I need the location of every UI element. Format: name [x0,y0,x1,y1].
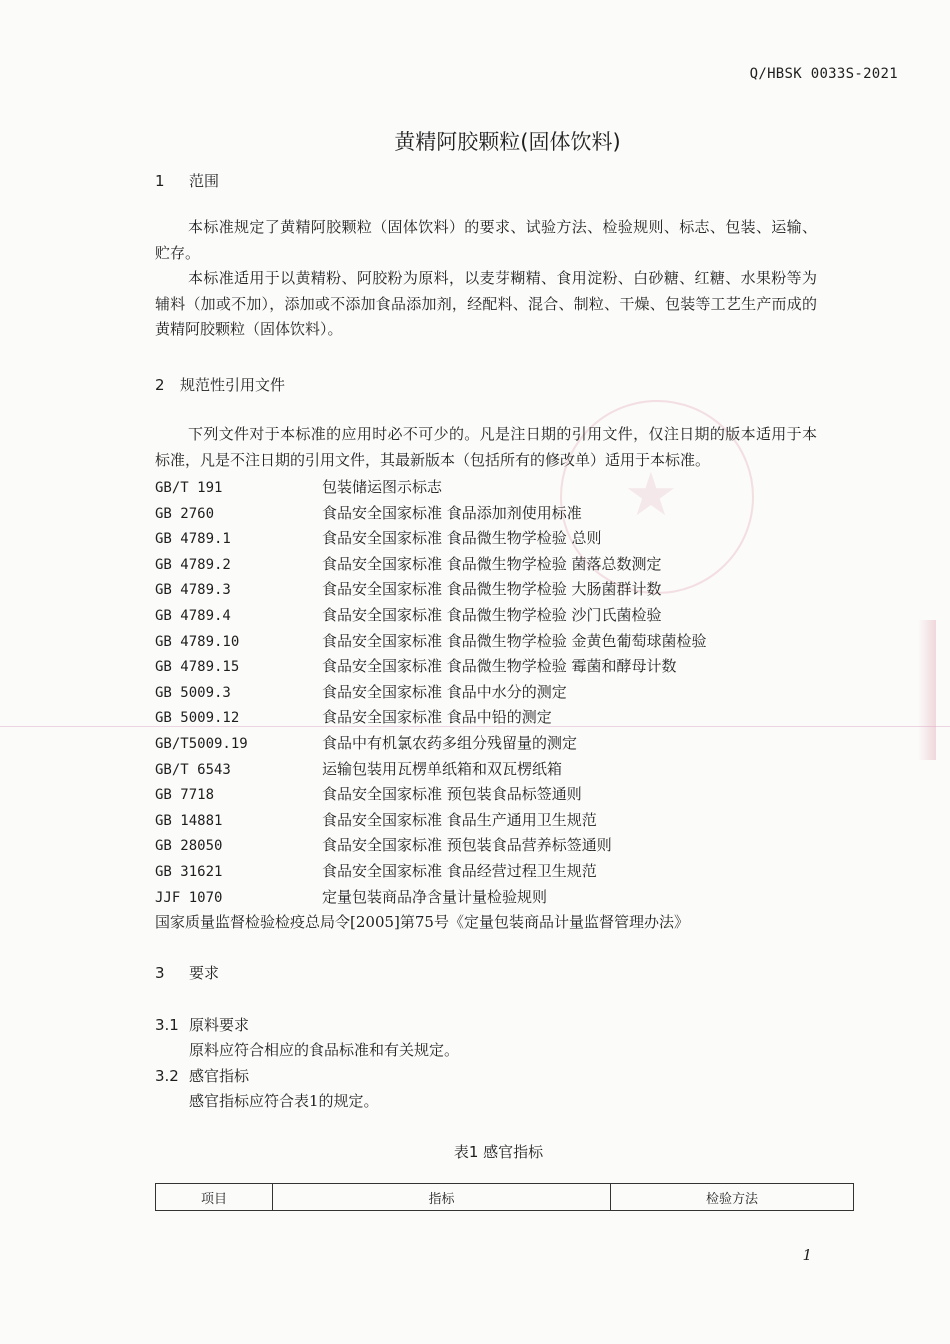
ref-code: GB 5009.3 [155,684,231,701]
star-icon: ★ [624,460,678,530]
section-1-heading [155,170,219,191]
ref-code: GB 4789.4 [155,607,231,624]
section-number: 3 [155,964,165,982]
ref-title: 食品安全国家标准 预包装食品营养标签通则 [322,836,612,855]
ref-title: 包装储运图示标志 [322,478,443,496]
document-code: Q/HBSK 0033S-2021 [749,66,898,82]
reference-row [155,705,707,731]
scope-paragraph: 本标准规定了黄精阿胶颗粒（固体饮料）的要求、试验方法、检验规则、标志、包装、运输、贮存。 [155,218,817,262]
ref-code: GB 2760 [155,505,215,522]
page-title: 黄精阿胶颗粒(固体饮料) [394,130,621,154]
ref-code: GB 7718 [155,787,215,804]
ref-title: 食品安全国家标准 食品经营过程卫生规范 [322,861,597,880]
ref-title: 食品中有机氯农药多组分残留量的测定 [322,733,578,752]
sensory-text: 感官指标应符合表1的规定。 [189,1092,379,1110]
reference-row [155,782,707,808]
ref-code: GB/T 191 [155,480,223,496]
ref-code: GB/T5009.19 [155,735,248,752]
normative-intro [155,422,817,473]
reference-row [155,475,707,501]
reference-row [155,629,707,655]
intro-paragraph: 下列文件对于本标准的应用时必不可少的。凡是注日期的引用文件，仅注日期的版本适用于本标准，凡是不注日期的引用文件，其最新版本（包括所有的修改单）适用于本标准。 [155,425,817,469]
reference-row [155,654,707,680]
ref-code: GB 4789.10 [155,633,240,650]
ref-title: 运输包装用瓦楞单纸箱和双瓦楞纸箱 [322,759,563,778]
page-number: 1 [802,1246,812,1264]
reference-row [155,526,707,552]
subsection-title: 感官指标 [189,1067,250,1085]
table-header-row [156,1184,854,1211]
section-title: 要求 [189,964,220,982]
ref-code: GB 28050 [155,838,223,855]
table-header-cell: 项目 [156,1184,273,1211]
table-header-cell: 检验方法 [611,1184,854,1211]
reference-list [155,475,707,936]
section-number: 1 [155,172,165,190]
scope-paragraph: 本标准适用于以黄精粉、阿胶粉为原料，以麦芽糊精、食用淀粉、白砂糖、红糖、水果粉等为辅料（加或不加），添加或不添加食品添加剂，经配料、混合、制粒、干燥、包装等工艺生产而成的黄精阿胶颗粒（固体饮料）。 [155,269,817,338]
reference-extra: 国家质量监督检验检疫总局令[2005]第75号《定量包装商品计量监督管理办法》 [155,913,689,932]
reference-row [155,833,707,859]
subsection-number: 3.2 [155,1067,179,1085]
raw-material-text: 原料应符合相应的食品标准和有关规定。 [189,1041,460,1059]
section-2-heading [155,374,285,395]
subsection-number: 3.1 [155,1016,179,1034]
table-header-cell: 指标 [273,1184,611,1211]
ref-code: GB 4789.15 [155,659,240,676]
ref-title: 定量包装商品净含量计量检验规则 [322,887,548,906]
ref-title: 食品安全国家标准 食品中水分的测定 [322,682,567,701]
ref-title: 食品安全国家标准 食品添加剂使用标准 [322,503,582,522]
section-number: 2 [155,376,165,394]
reference-row [155,680,707,706]
reference-row [155,552,707,578]
ref-code: JJF 1070 [155,889,223,906]
sensory-table [155,1183,854,1211]
table-1-caption: 表1 感官指标 [453,1143,544,1161]
subsection-3-2-heading [155,1065,249,1086]
ref-code: GB 4789.1 [155,531,231,548]
reference-row [155,603,707,629]
ref-title: 食品安全国家标准 食品微生物学检验 金黄色葡萄球菌检验 [322,631,707,650]
ref-title: 食品安全国家标准 食品微生物学检验 霉菌和酵母计数 [322,657,677,676]
ref-title: 食品安全国家标准 预包装食品标签通则 [322,785,582,804]
ref-title: 食品安全国家标准 食品微生物学检验 总则 [322,529,602,548]
reference-row [155,577,707,603]
ref-code: GB 4789.3 [155,582,231,599]
ref-title: 食品安全国家标准 食品生产通用卫生规范 [322,810,597,829]
ref-code: GB 5009.12 [155,710,240,727]
ref-code: GB 31621 [155,863,223,880]
reference-row [155,731,707,757]
reference-row [155,885,707,911]
ref-title: 食品安全国家标准 食品微生物学检验 菌落总数测定 [322,554,662,573]
subsection-title: 原料要求 [189,1016,250,1034]
ref-code: GB 14881 [155,812,223,829]
reference-row [155,808,707,834]
edge-stamp-artifact [918,620,936,760]
reference-row [155,501,707,527]
section-title: 规范性引用文件 [180,376,286,394]
scope-paragraphs [155,215,817,343]
ref-title: 食品安全国家标准 食品微生物学检验 大肠菌群计数 [322,580,662,599]
reference-row [155,859,707,885]
subsection-3-1-heading [155,1014,249,1035]
reference-row [155,757,707,783]
ref-code: GB/T 6543 [155,761,231,778]
section-3-heading [155,962,219,983]
ref-code: GB 4789.2 [155,556,231,573]
ref-title: 食品安全国家标准 食品微生物学检验 沙门氏菌检验 [322,605,662,624]
ref-title: 食品安全国家标准 食品中铅的测定 [322,708,552,727]
section-title: 范围 [189,172,220,190]
